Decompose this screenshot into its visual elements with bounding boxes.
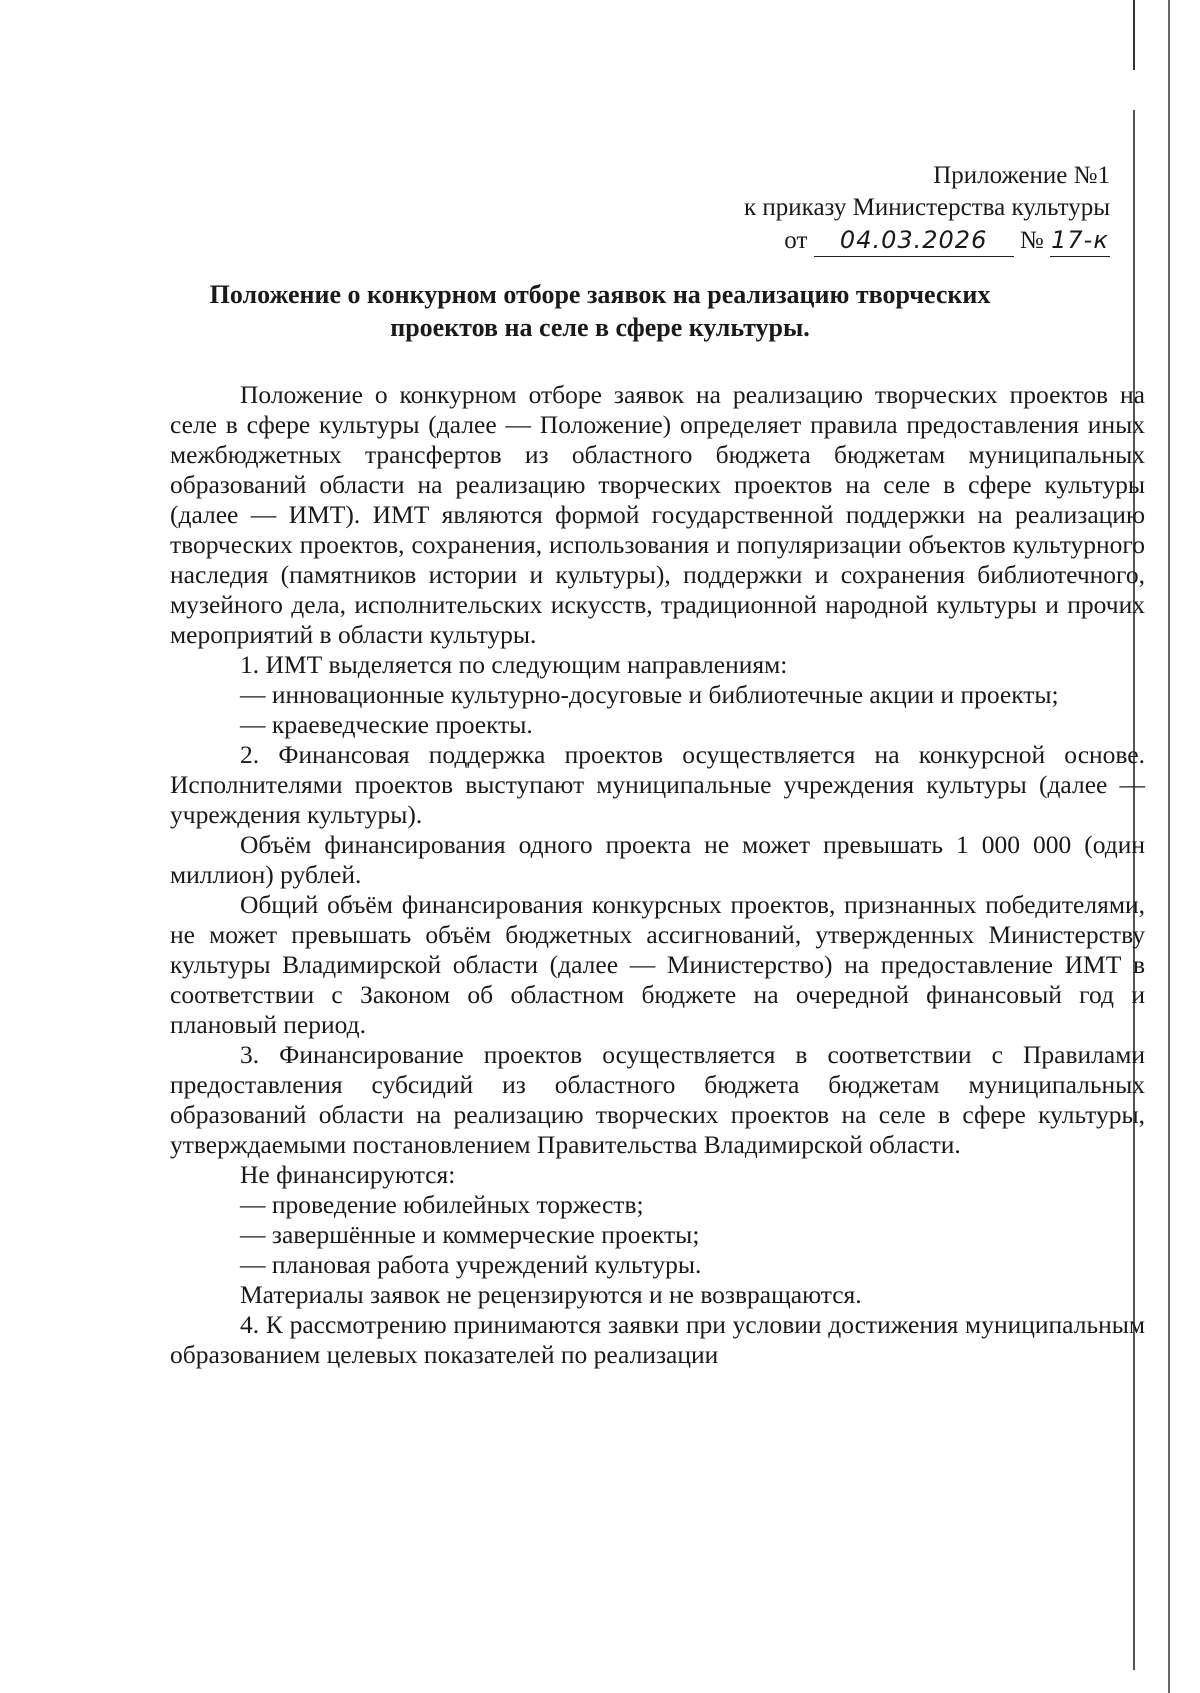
list-item: — краеведческие проекты. (240, 710, 533, 739)
list-item: — плановая работа учреждений культуры. (240, 1250, 702, 1279)
order-reference: к приказу Министерства культуры (744, 194, 1110, 221)
list-item: — инновационные культурно-досуговые и библиотечные акции и проекты; (240, 680, 1059, 709)
title-line-2: проектов на селе в сфере культуры. (390, 313, 810, 342)
list-item: — проведение юбилейных торжеств; (240, 1190, 644, 1219)
appendix-header (744, 160, 1110, 257)
document-body (170, 380, 1145, 1370)
paragraph: Не финансируются: (240, 1160, 456, 1189)
title-line-1: Положение о конкурном отборе заявок на реализацию творческих (209, 280, 991, 309)
document-title (200, 278, 1000, 344)
date-prefix: от (784, 227, 808, 254)
order-date-line (744, 224, 1110, 257)
handwritten-number: 17-к (1050, 224, 1110, 257)
number-prefix: № (1019, 227, 1044, 254)
paragraph: 1. ИМТ выделяется по следующим направлениям: (240, 650, 788, 679)
paragraph: Объём финансирования одного проекта не может превышать 1 000 000 (один миллион) рублей. (170, 830, 1145, 889)
paragraph: Общий объём финансирования конкурсных проектов, признанных победителями, не может превышать объём бюджетных ассигнований, утвержденных Министерству культуры Владимирской области (далее — Министерство) на предоставление ИМТ в соответствии с Законом об областном бюджете на очередной финансовый год и плановый период. (170, 890, 1145, 1039)
handwritten-date: 04.03.2026 (814, 224, 1014, 257)
list-item: — завершённые и коммерческие проекты; (240, 1220, 700, 1249)
paragraph: Положение о конкурном отборе заявок на реализацию творческих проектов на селе в сфере культуры (далее — Положение) определяет правила предоставления иных межбюджетных трансфертов из областного бюджета бюджетам муниципальных образований области на реализацию творческих проектов на селе в сфере культуры (далее — ИМТ). ИМТ являются формой государственной поддержки на реализацию творческих проектов, сохранения, использования и популяризации объектов культурного наследия (памятников истории и культуры), поддержки и сохранения библиотечного, музейного дела, исполнительских искусств, традиционной народной культуры и прочих мероприятий в области культуры. (170, 380, 1145, 649)
appendix-number: Приложение №1 (933, 162, 1110, 189)
scan-artifact-line (1168, 0, 1170, 1693)
paragraph: 2. Финансовая поддержка проектов осуществляется на конкурсной основе. Исполнителями проектов выступают муниципальные учреждения культуры (далее — учреждения культуры). (170, 740, 1145, 829)
scan-artifact-line (1133, 0, 1135, 70)
paragraph: 3. Финансирование проектов осуществляется в соответствии с Правилами предоставления субсидий из областного бюджета бюджетам муниципальных образований области на реализацию творческих проектов на селе в сфере культуры, утверждаемыми постановлением Правительства Владимирской области. (170, 1040, 1145, 1159)
paragraph: 4. К рассмотрению принимаются заявки при условии достижения муниципальным образованием целевых показателей по реализации (170, 1310, 1145, 1369)
paragraph: Материалы заявок не рецензируются и не возвращаются. (240, 1280, 862, 1309)
